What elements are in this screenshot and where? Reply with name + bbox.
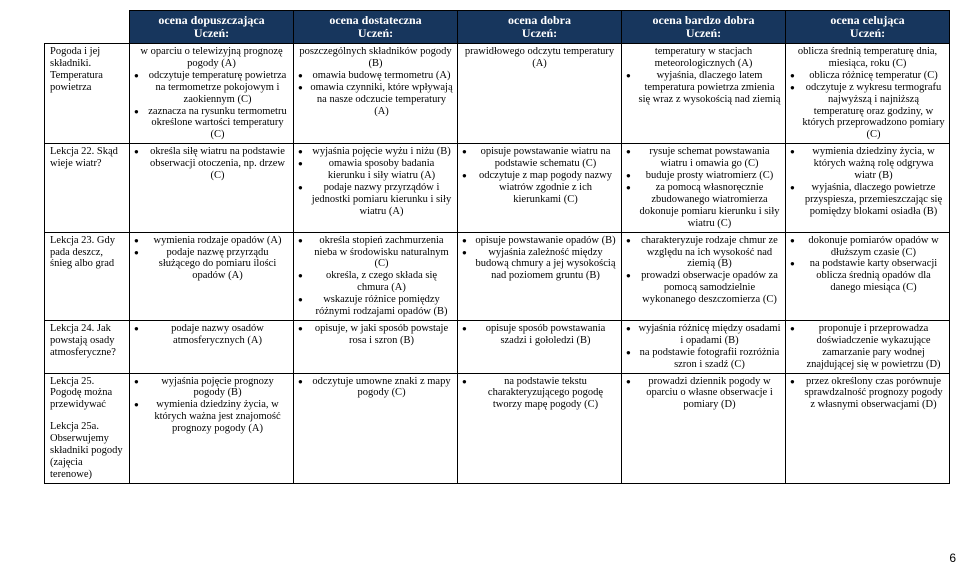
requirements-list — [134, 146, 289, 182]
requirement-item: ● wymienia dziedziny życia, w których ważną rolę odgrywa wiatr (B) — [790, 146, 945, 182]
requirements-list — [134, 235, 289, 283]
requirement-item: ● omawia czynniki, które wpływają na nasze odczucie temperatury (A) — [298, 82, 453, 118]
requirements-list — [298, 376, 453, 400]
requirement-item: w oparciu o telewizyjną prognozę pogody (A) — [140, 46, 283, 69]
requirement-item: ● opisuje, w jaki sposób powstaje rosa i szron (B) — [298, 323, 453, 347]
requirements-list — [790, 376, 945, 412]
topic-text: Lekcja 22. Skąd wieje wiatr? — [50, 146, 118, 170]
requirements-list — [134, 376, 289, 436]
lesson-topic — [45, 373, 130, 483]
requirement-item: temperatury w stacjach meteorologicznych (A) — [654, 46, 753, 69]
header-grade-4: ocena dobra Uczeń: — [458, 11, 622, 44]
requirements-list — [790, 323, 945, 371]
requirement-item: ● charakteryzuje rodzaje chmur ze względu na ich wysokość nad ziemią (B) — [626, 235, 781, 271]
requirements-list — [298, 46, 453, 117]
requirement-item: poszczególnych składników pogody (B) — [299, 46, 452, 69]
requirements-list — [790, 46, 945, 141]
lesson-topic — [45, 320, 130, 373]
requirements-cell — [130, 144, 294, 232]
requirement-item: ● wskazuje różnice pomiędzy różnymi rodzajami opadów (B) — [298, 294, 453, 318]
requirement-item: ● wyjaśnia, dlaczego powietrze przyspiesza, przemieszczając się pomiędzy blokami osiadła (B) — [790, 182, 945, 218]
requirement-item: ● odczytuje umowne znaki z mapy pogody (C) — [298, 376, 453, 400]
requirement-item: ● wymienia dziedziny życia, w których ważna jest znajomość prognozy pogody (A) — [134, 399, 289, 435]
requirement-item: ● na podstawie karty obserwacji oblicza średnią opadów dla danego miesiąca (C) — [790, 258, 945, 294]
topic-text: Lekcja 25. Pogodę można przewidywać — [50, 375, 113, 411]
requirement-item: ● omawia sposoby badania kierunku i siły wiatru (A) — [298, 158, 453, 182]
requirement-item: ● określa stopień zachmurzenia nieba w środowisku naturalnym (C) — [298, 235, 453, 271]
requirements-list — [626, 46, 781, 106]
requirement-item: ● rysuje schemat powstawania wiatru i omawia go (C) — [626, 146, 781, 170]
requirement-item: ● odczytuje z map pogody nazwy wiatrów zgodnie z ich kierunkami (C) — [462, 170, 617, 206]
requirements-list — [626, 376, 781, 412]
table-row — [45, 144, 950, 232]
header-row — [45, 11, 950, 44]
requirements-cell — [458, 144, 622, 232]
requirements-cell — [130, 232, 294, 320]
table-row — [45, 44, 950, 144]
requirement-item: ● na podstawie fotografii rozróżnia szron i szadź (C) — [626, 347, 781, 371]
requirements-cell — [458, 44, 622, 144]
requirements-list — [298, 235, 453, 318]
requirements-list — [462, 235, 617, 283]
requirements-list — [298, 323, 453, 347]
lesson-topic — [45, 232, 130, 320]
requirements-cell — [786, 232, 950, 320]
requirements-list — [298, 146, 453, 217]
requirement-item: ● określa siłę wiatru na podstawie obserwacji otoczenia, np. drzew (C) — [134, 146, 289, 182]
page-number: 6 — [949, 551, 956, 565]
requirement-item: prawidłowego odczytu temperatury (A) — [464, 46, 615, 69]
requirements-cell — [294, 44, 458, 144]
requirements-list — [626, 323, 781, 371]
header-grade-3: ocena dostateczna Uczeń: — [294, 11, 458, 44]
requirement-item: ● buduje prosty wiatromierz (C) — [626, 170, 781, 182]
requirement-item: ● wyjaśnia zależność między budową chmury a jej wysokością nad poziomem gruntu (B) — [462, 247, 617, 283]
requirement-item: ● określa, z czego składa się chmura (A) — [298, 270, 453, 294]
topic-text: Lekcja 23. Gdy pada deszcz, śnieg albo grad — [50, 234, 116, 270]
requirements-cell — [130, 44, 294, 144]
requirement-item: ● oblicza różnicę temperatur (C) — [790, 70, 945, 82]
requirements-cell — [786, 144, 950, 232]
requirements-cell — [294, 320, 458, 373]
requirement-item: ● wyjaśnia pojęcie wyżu i niżu (B) — [298, 146, 453, 158]
table-row — [45, 232, 950, 320]
requirement-item: ● proponuje i przeprowadza doświadczenie wykazujące zamarzanie pary wodnej znajdującej się w powietrzu (D) — [790, 323, 945, 371]
requirements-list — [626, 146, 781, 229]
requirements-cell — [458, 320, 622, 373]
requirements-cell — [294, 232, 458, 320]
requirement-item: ● wymienia rodzaje opadów (A) — [134, 235, 289, 247]
requirement-item: ● za pomocą własnoręcznie zbudowanego wiatromierza dokonuje pomiaru kierunku i siły wiatru (C) — [626, 182, 781, 230]
topic-text: Pogoda i jej składniki. Temperatura powietrza — [50, 46, 103, 93]
requirement-item: ● opisuje sposób powstawania szadzi i gołoledzi (B) — [462, 323, 617, 347]
requirement-item: ● wyjaśnia pojęcie prognozy pogody (B) — [134, 376, 289, 400]
header-grade-6: ocena celująca Uczeń: — [786, 11, 950, 44]
requirements-cell — [786, 44, 950, 144]
requirements-cell — [786, 320, 950, 373]
requirement-item: ● opisuje powstawanie opadów (B) — [462, 235, 617, 247]
requirements-list — [134, 46, 289, 141]
requirement-item: ● podaje nazwy osadów atmosferycznych (A) — [134, 323, 289, 347]
table-row — [45, 320, 950, 373]
requirement-item: ● prowadzi obserwacje opadów za pomocą samodzielnie wykonanego deszczomierza (C) — [626, 270, 781, 306]
requirement-item: ● na podstawie tekstu charakteryzującego pogodę tworzy mapę pogody (C) — [462, 376, 617, 412]
requirements-cell — [622, 320, 786, 373]
requirements-cell — [622, 144, 786, 232]
curriculum-table — [44, 10, 950, 484]
requirements-cell — [622, 44, 786, 144]
requirements-cell — [458, 232, 622, 320]
requirements-cell — [622, 232, 786, 320]
requirements-cell — [622, 373, 786, 483]
requirements-list — [790, 235, 945, 295]
requirements-list — [134, 323, 289, 347]
requirements-list — [462, 46, 617, 70]
requirements-cell — [130, 373, 294, 483]
lesson-topic — [45, 44, 130, 144]
header-grade-5: ocena bardzo dobra Uczeń: — [622, 11, 786, 44]
requirements-list — [462, 376, 617, 412]
requirements-cell — [294, 144, 458, 232]
requirements-cell — [294, 373, 458, 483]
requirement-item: ● zaznacza na rysunku termometru określone wartości temperatury (C) — [134, 106, 289, 142]
topic-text: Lekcja 24. Jak powstają osady atmosferyczne? — [50, 322, 116, 358]
table-row — [45, 373, 950, 483]
topic-text: Lekcja 25a. Obserwujemy składniki pogody (zajęcia terenowe) — [50, 421, 123, 480]
requirement-item: ● prowadzi dziennik pogody w oparciu o własne obserwacje i pomiary (D) — [626, 376, 781, 412]
requirement-item: ● opisuje powstawanie wiatru na podstawie schematu (C) — [462, 146, 617, 170]
requirement-item: ● odczytuje temperaturę powietrza na termometrze pokojowym i zaokiennym (C) — [134, 70, 289, 106]
requirements-list — [626, 235, 781, 306]
requirements-list — [462, 323, 617, 347]
requirements-cell — [130, 320, 294, 373]
requirement-item: ● odczytuje z wykresu termografu najwyższą i najniższą temperaturę oraz godziny, w których przeprowadzono pomiary (C) — [790, 82, 945, 142]
requirement-item: ● podaje nazwę przyrządu służącego do pomiaru ilości opadów (A) — [134, 247, 289, 283]
requirement-item: ● omawia budowę termometru (A) — [298, 70, 453, 82]
header-grade-2: ocena dopuszczająca Uczeń: — [130, 11, 294, 44]
requirements-cell — [458, 373, 622, 483]
requirements-cell — [786, 373, 950, 483]
requirement-item: ● dokonuje pomiarów opadów w dłuższym czasie (C) — [790, 235, 945, 259]
requirements-list — [790, 146, 945, 217]
requirement-item: ● wyjaśnia różnicę między osadami i opadami (B) — [626, 323, 781, 347]
header-empty — [45, 11, 130, 44]
requirement-item: oblicza średnią temperaturę dnia, miesiąca, roku (C) — [797, 46, 938, 69]
requirement-item: ● podaje nazwy przyrządów i jednostki pomiaru kierunku i siły wiatru (A) — [298, 182, 453, 218]
requirements-list — [462, 146, 617, 206]
lesson-topic — [45, 144, 130, 232]
requirement-item: ● przez określony czas porównuje sprawdzalność prognozy pogody z własnymi obserwacjami (D) — [790, 376, 945, 412]
requirement-item: ● wyjaśnia, dlaczego latem temperatura powietrza zmienia się wraz z wysokością nad ziemią — [626, 70, 781, 106]
